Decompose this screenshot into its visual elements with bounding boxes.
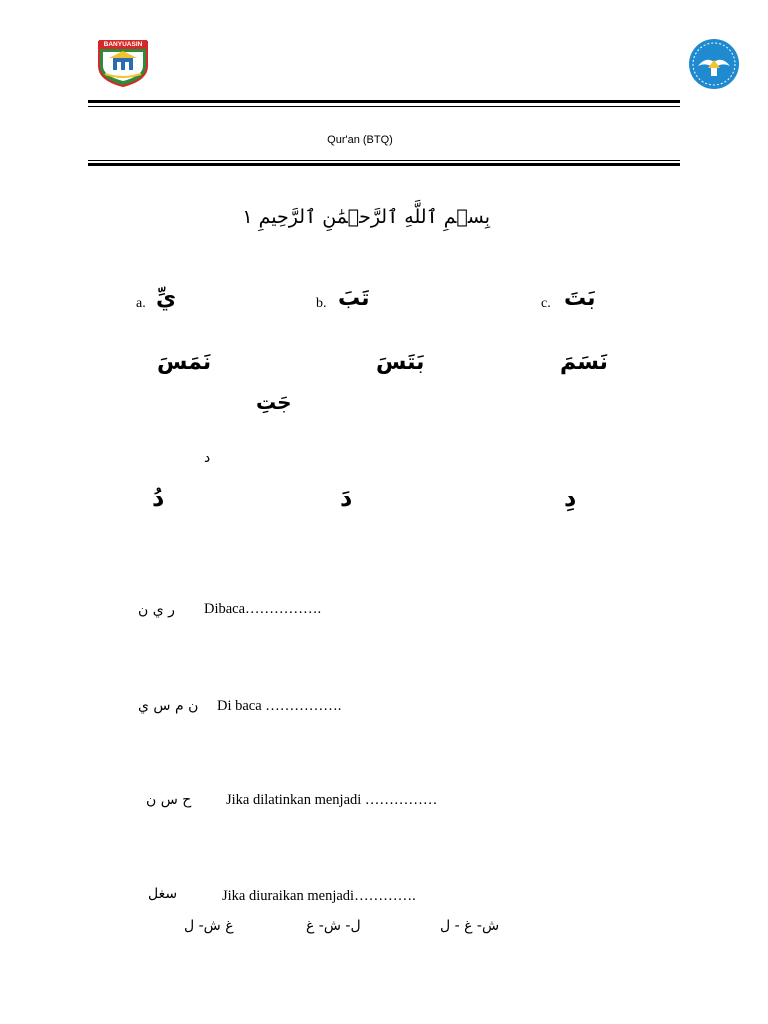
option-c-label: c. — [541, 296, 551, 311]
small-letter: د — [204, 450, 211, 466]
header-rule-top-thin — [88, 106, 680, 107]
word-3: نَسَمَ — [560, 350, 608, 375]
harakat-kasrah: دِ — [564, 484, 577, 512]
option-a-arabic: يِّ — [156, 286, 177, 311]
option-a-label: a. — [136, 296, 146, 311]
word-single: جَتِ — [256, 390, 292, 414]
answer-choice-1: ش- غ - ل — [440, 918, 500, 934]
question-4-arabic: سغل — [148, 886, 178, 902]
header-rule-bottom-thick — [88, 163, 680, 166]
page-title: Qur'an (BTQ) — [327, 134, 393, 146]
header-rule-top-thick — [88, 100, 680, 103]
answer-choice-2: ل- ش- غ — [306, 918, 361, 934]
harakat-dhammah: دُ — [152, 484, 165, 512]
option-b-arabic: تَبَ — [338, 286, 370, 311]
bismillah: بِسۡمِ ٱللَّهِ ٱلرَّحۡمَٰنِ ٱلرَّحِيمِ ١ — [242, 206, 490, 228]
question-1-text: Dibaca……………. — [204, 601, 322, 617]
word-1: نَمَسَ — [157, 350, 212, 375]
question-2-arabic: ن م س ي — [138, 698, 199, 714]
option-b-label: b. — [316, 296, 327, 311]
option-c-arabic: بَتَ — [564, 286, 596, 311]
tut-wuri-handayani-logo — [688, 38, 740, 90]
header-rule-bottom-thin — [88, 160, 680, 161]
question-1-arabic: ر ي ن — [138, 602, 175, 618]
question-4-text: Jika diuraikan menjadi…………. — [222, 888, 416, 904]
banyuasin-logo-text: BANYUASIN — [103, 41, 143, 48]
question-2-text: Di baca ……………. — [217, 698, 342, 714]
banyuasin-logo — [95, 36, 151, 88]
question-3-text: Jika dilatinkan menjadi …………… — [226, 792, 438, 808]
answer-choice-3: غ ش- ل — [184, 918, 234, 934]
word-2: بَتَسَ — [376, 350, 425, 375]
question-3-arabic: ح س ن — [146, 792, 192, 808]
harakat-fathah: دَ — [340, 484, 353, 512]
